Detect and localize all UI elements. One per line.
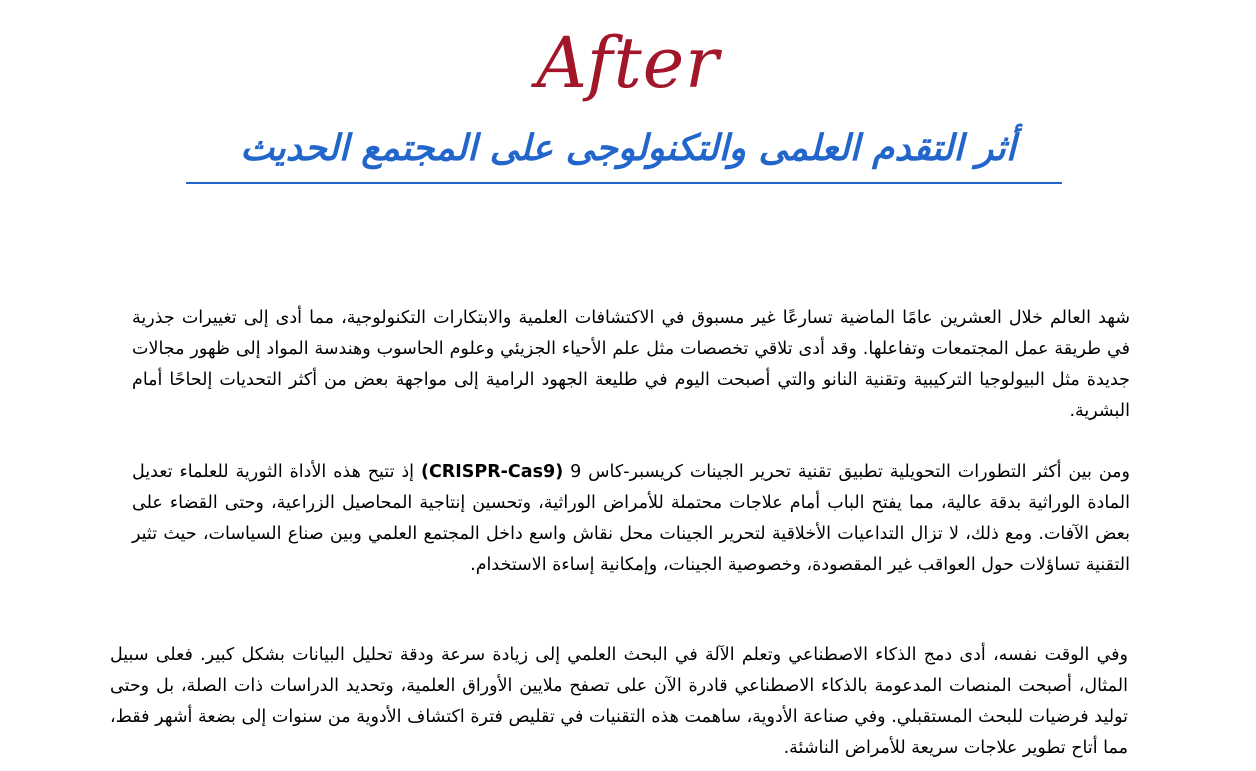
title-underline bbox=[186, 182, 1062, 184]
paragraph-2-start: ومن بين أكثر التطورات التحويلية تطبيق تقنية تحرير الجينات كريسبر-كاس 9 bbox=[570, 462, 1130, 482]
paragraph-1: شهد العالم خلال العشرين عامًا الماضية تسارعًا غير مسبوق في الاكتشافات العلمية والابتكارات التكنولوجية، مما أدى إلى تغييرات جذرية في طريقة عمل المجتمعات وتفاعلها. وقد أدى تلاقي تخصصات مثل علم الأحياء الجزيئي وعلوم الحاسوب وهندسة المواد إلى ظهور مجالات جديدة مثل البيولوجيا التركيبية وتقنية النانو والتي أصبحت اليوم في طليعة الجهود الرامية إلى مواجهة بعض من أكثر التحديات إلحاحًا أمام البشرية. bbox=[132, 308, 1130, 421]
paragraph-3: وفي الوقت نفسه، أدى دمج الذكاء الاصطناعي وتعلم الآلة في البحث العلمي إلى زيادة سرعة ودقة تحليل البيانات بشكل كبير. فعلى سبيل المثال، أصبحت المنصات المدعومة بالذكاء الاصطناعي قادرة الآن على تصفح ملايين الأوراق العلمية، وتحديد الدراسات ذات الصلة، بل وحتى توليد فرضيات للبحث المستقبلي. وفي صناعة الأدوية، ساهمت هذه التقنيات في تقليص فترة اكتشاف الأدوية من سنوات إلى بضعة أشهر فقط، مما أتاح تطوير علاجات سريعة للأمراض الناشئة. bbox=[110, 645, 1128, 758]
paragraph-2 bbox=[132, 457, 1130, 581]
crispr-term: (CRISPR-Cas9) bbox=[420, 462, 564, 482]
after-label: After bbox=[536, 22, 720, 104]
document-title: أثر التقدم العلمى والتكنولوجى على المجتمع الحديث bbox=[240, 128, 1016, 169]
paragraph-2-end: إذ تتيح هذه الأداة الثورية للعلماء تعديل المادة الوراثية بدقة عالية، مما يفتح الباب أمام علاجات محتملة للأمراض الوراثية، وتحسين إنتاجية المحاصيل الزراعية، وحتى القضاء على بعض الآفات. ومع ذلك، لا تزال التداعيات الأخلاقية لتحرير الجينات محل نقاش واسع داخل المجتمع العلمي وبين صناع السياسات، حيث تثير التقنية تساؤلات حول العواقب غير المقصودة، وخصوصية الجينات، وإمكانية إساءة الاستخدام. bbox=[132, 462, 1130, 575]
